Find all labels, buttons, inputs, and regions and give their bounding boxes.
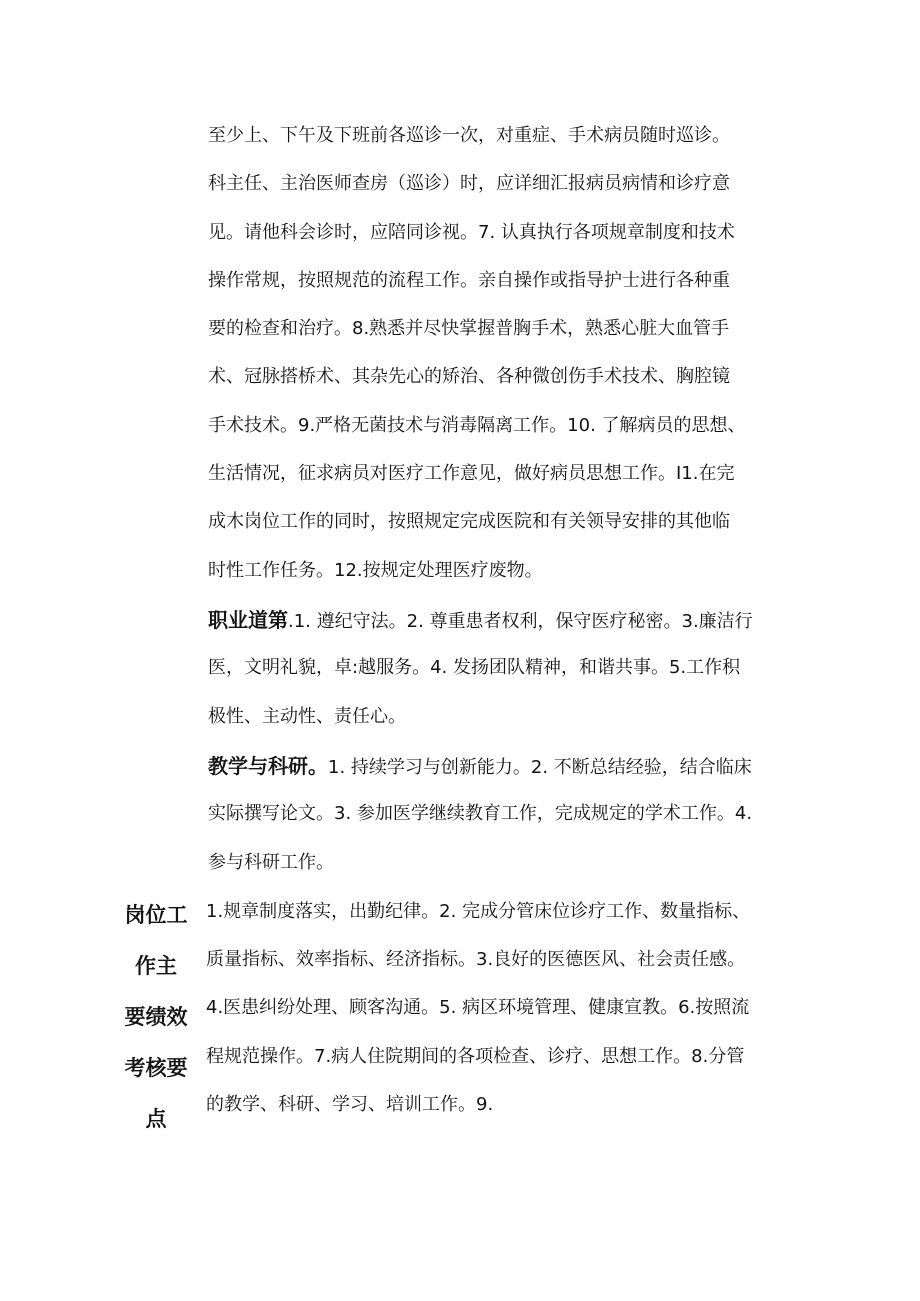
ethics-line-text: .1. 遵纪守法。2. 尊重患者权利，保守医疗秘密。3.廉洁行 [288,611,753,632]
duties-line: 操作常规，按照规范的流程工作。亲自操作或指导护士进行各种重 [208,269,730,291]
duties-paragraph [208,112,812,595]
performance-content [206,888,806,1129]
performance-label [114,890,198,1145]
duties-line: 科主任、主治医师查房（巡诊）时，应详细汇报病员病情和诊疗意 [208,173,730,195]
ethics-paragraph [208,596,812,741]
ethics-line [208,596,812,644]
ethics-line: 医，文明礼貌，卓:越服务。4. 发扬团队精神，和谐共事。5.工作积 [208,657,741,679]
performance-line: 1.规章制度落实，出勤纪律。2. 完成分管床位诊疗工作、数量指标、 [206,901,751,922]
performance-line: 质量指标、效率指标、经济指标。3.良好的医德医风、社会责任感。 [206,949,746,971]
teaching-line [208,742,812,790]
duties-line: 要的检查和治疗。8.熟悉并尽快掌握普胸手术，熟悉心脏大血管手 [208,318,730,340]
duties-line: 生活情况，征求病员对医疗工作意见，做好病员思想工作。I1.在完 [208,463,735,485]
teaching-line: 实际撰写论文。3. 参加医学继续教育工作，完成规定的学术工作。4. [208,803,753,825]
ethics-heading: 职业道第 [208,608,288,632]
performance-label-line: 岗位工 [124,903,188,927]
performance-label-line: 要绩效 [124,1005,188,1029]
performance-line: 4.医患纠纷处理、顾客沟通。5. 病区环境管理、健康宣教。6.按照流 [206,997,750,1019]
duties-line: 至少上、下午及下班前各巡诊一次，对重症、手术病员随时巡诊。 [208,125,730,146]
teaching-paragraph [208,742,812,887]
performance-line: 程规范操作。7.病人住院期间的各项检查、诊疗、思想工作。8.分管 [206,1045,745,1067]
teaching-heading: 教学与科研。 [208,754,328,778]
performance-label-line: 点 [145,1107,167,1131]
duties-line: 见。请他科会诊时，应陪同诊视。7. 认真执行各项规章制度和技术 [208,221,735,243]
duties-line: 手术技术。9.严格无菌技术与消毒隔离工作。10. 了解病员的思想、 [208,414,746,436]
performance-line: 的教学、科研、学习、培训工作。9. [206,1093,494,1115]
teaching-line: 参与科研工作。 [208,851,334,873]
performance-label-line: 考核要 [124,1056,188,1080]
teaching-line-text: 1. 持续学习与创新能力。2. 不断总结经验，结合临床 [328,757,752,778]
performance-label-line: 作主 [135,954,177,978]
duties-line: 术、冠脉搭桥术、其杂先心的矫治、各种微创伤手术技术、胸腔镜 [208,366,730,388]
duties-line: 时性工作任务。12.按规定处理医疗废物。 [208,559,543,581]
ethics-line: 极性、主动性、责任心。 [208,705,406,727]
duties-line: 成木岗位工作的同时，按照规定完成医院和有关领导安排的其他临 [208,511,730,533]
